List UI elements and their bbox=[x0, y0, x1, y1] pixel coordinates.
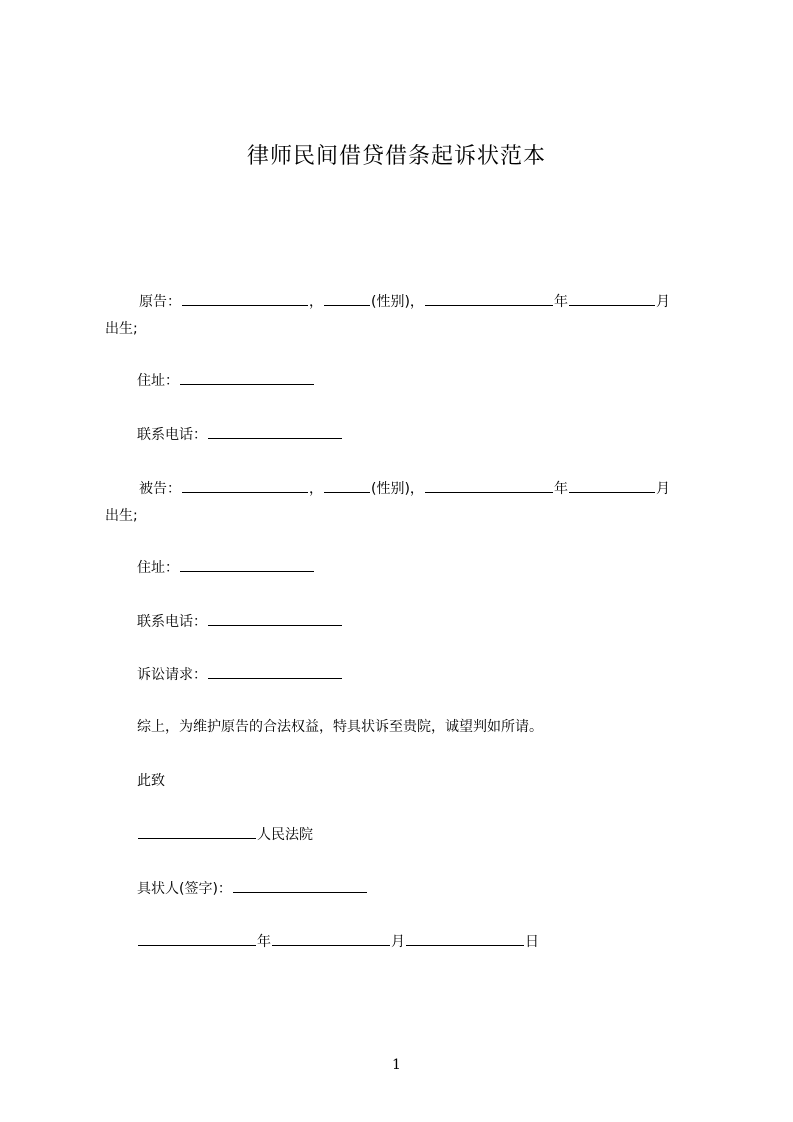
court-name-blank bbox=[138, 824, 256, 839]
summary-paragraph: 综上，为维护原告的合法权益，特具状诉至贵院，诚望判如所请。 bbox=[137, 719, 543, 735]
defendant-name-blank bbox=[182, 478, 308, 493]
defendant-gender-blank bbox=[324, 478, 370, 493]
court-suffix: 人民法院 bbox=[257, 827, 313, 843]
year-label: 年 bbox=[553, 481, 568, 497]
date-year-label: 年 bbox=[257, 934, 271, 950]
document-title: 律师民间借贷借条起诉状范本 bbox=[246, 144, 546, 169]
plaintiff-phone-label: 联系电话： bbox=[137, 427, 207, 443]
page-number: 1 bbox=[392, 1057, 401, 1073]
date-month-label: 月 bbox=[391, 934, 405, 950]
defendant-phone-label: 联系电话： bbox=[137, 614, 207, 630]
signer-line bbox=[105, 878, 737, 899]
signer-label: 具状人(签字)： bbox=[137, 881, 232, 897]
defendant-label: 被告： bbox=[139, 481, 181, 497]
plaintiff-line bbox=[105, 291, 739, 312]
salutation: 此致 bbox=[137, 773, 165, 789]
plaintiff-year-blank bbox=[425, 291, 553, 306]
plaintiff-month-blank bbox=[569, 291, 655, 306]
claims-label: 诉讼请求： bbox=[137, 667, 207, 683]
defendant-born: 出生; bbox=[105, 508, 138, 524]
plaintiff-gender-blank bbox=[324, 291, 370, 306]
defendant-address-label: 住址： bbox=[137, 560, 179, 576]
date-year-blank bbox=[138, 931, 256, 946]
plaintiff-address-label: 住址： bbox=[137, 373, 179, 389]
gender-label: (性别)， bbox=[371, 481, 424, 497]
claims-line bbox=[105, 664, 737, 685]
plaintiff-born: 出生; bbox=[105, 321, 138, 337]
claims-blank bbox=[208, 664, 342, 679]
year-label: 年 bbox=[553, 294, 568, 310]
plaintiff-address-blank bbox=[180, 370, 314, 385]
plaintiff-address-line bbox=[105, 370, 737, 391]
defendant-line bbox=[105, 478, 739, 499]
plaintiff-phone-line bbox=[105, 424, 737, 445]
comma: ， bbox=[309, 294, 323, 310]
month-label: 月 bbox=[655, 294, 670, 310]
plaintiff-phone-blank bbox=[208, 424, 342, 439]
plaintiff-name-blank bbox=[182, 291, 308, 306]
date-line bbox=[105, 931, 737, 952]
defendant-address-blank bbox=[180, 557, 314, 572]
comma: ， bbox=[309, 481, 323, 497]
defendant-month-blank bbox=[569, 478, 655, 493]
signer-blank bbox=[233, 878, 367, 893]
defendant-address-line bbox=[105, 557, 737, 578]
plaintiff-label: 原告： bbox=[139, 294, 181, 310]
gender-label: (性别)， bbox=[371, 294, 424, 310]
date-month-blank bbox=[272, 931, 390, 946]
defendant-year-blank bbox=[425, 478, 553, 493]
court-line bbox=[105, 824, 737, 845]
defendant-phone-blank bbox=[208, 611, 342, 626]
defendant-phone-line bbox=[105, 611, 737, 632]
date-day-label: 日 bbox=[525, 934, 539, 950]
date-day-blank bbox=[406, 931, 524, 946]
month-label: 月 bbox=[655, 481, 670, 497]
